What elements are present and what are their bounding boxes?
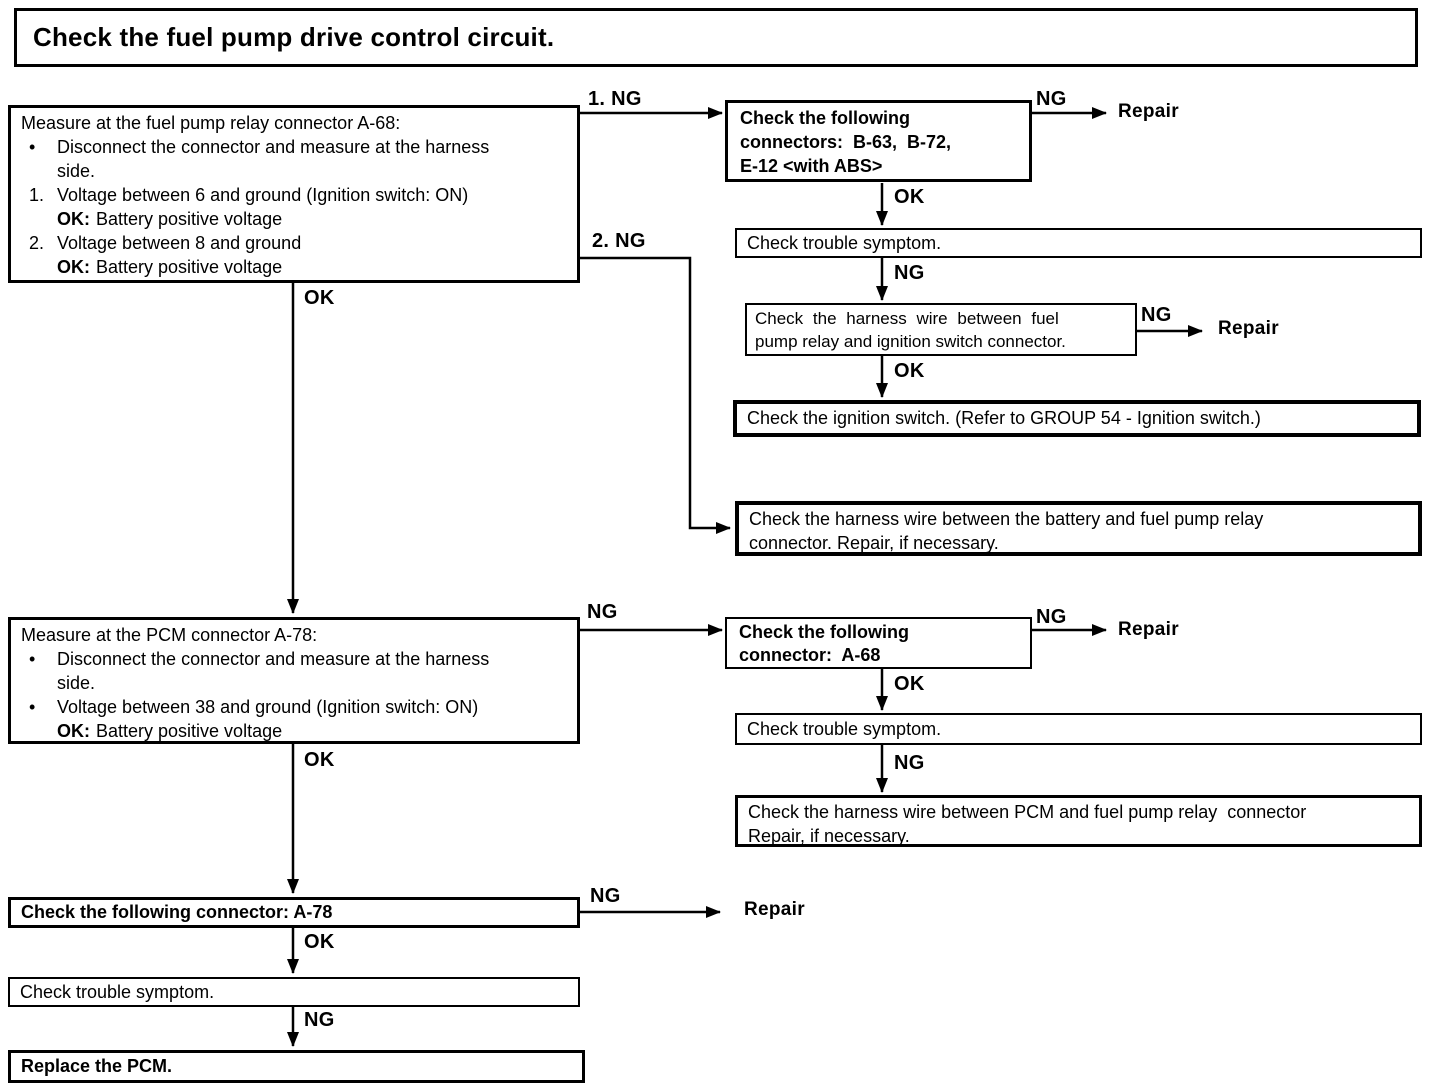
ng2-label: 2. NG xyxy=(592,230,646,252)
list-item xyxy=(21,135,567,183)
node-check-trouble-symptom-bottom xyxy=(8,977,580,1007)
bullet-marker: • xyxy=(29,137,36,157)
list-item xyxy=(21,231,567,255)
title-box xyxy=(14,8,1418,67)
repair-terminal: Repair xyxy=(1118,101,1179,122)
ng-label: NG xyxy=(1036,88,1067,110)
ok-label: OK xyxy=(894,186,925,208)
ng-label: NG xyxy=(590,885,621,907)
number-marker: 1. xyxy=(29,185,45,205)
empty-marker xyxy=(21,255,57,279)
ng-label: NG xyxy=(894,752,925,774)
node-text: connectors: B-63, B-72, xyxy=(740,132,952,152)
list-item-text: Disconnect the connector and measure at the harness side. xyxy=(57,137,495,181)
page-title: Check the fuel pump drive control circuit. xyxy=(33,22,555,52)
ng-label: NG xyxy=(1141,304,1172,326)
repair-terminal: Repair xyxy=(1118,619,1179,640)
ok-prefix: OK: xyxy=(57,209,90,229)
node-heading: Measure at the PCM connector A-78: xyxy=(21,625,318,645)
node-measure-fuel-pump-relay xyxy=(8,105,580,283)
list-item-text xyxy=(57,719,282,743)
empty-marker xyxy=(21,207,57,231)
node-text: connector. Repair, if necessary. xyxy=(749,533,999,553)
ng-label: NG xyxy=(304,1009,335,1031)
node-check-trouble-symptom-top xyxy=(735,228,1422,258)
list-item xyxy=(21,647,567,695)
empty-marker xyxy=(21,719,57,743)
node-harness-relay-ignition xyxy=(745,303,1137,356)
node-text: connector: A-68 xyxy=(739,645,881,665)
node-text: Repair, if necessary. xyxy=(748,826,910,846)
node-check-ignition-switch xyxy=(733,400,1421,437)
ok-label: OK xyxy=(304,287,335,309)
ng-label: NG xyxy=(1036,606,1067,628)
list-item-text: Voltage between 8 and ground xyxy=(57,233,302,253)
node-check-trouble-symptom-mid xyxy=(735,713,1422,745)
list-item xyxy=(21,183,567,207)
list-item xyxy=(21,207,567,231)
ok-value: Battery positive voltage xyxy=(96,257,283,277)
ok-label: OK xyxy=(894,673,925,695)
bullet-marker: • xyxy=(29,697,36,717)
node-text: Check trouble symptom. xyxy=(20,981,215,1002)
node-text: pump relay and ignition switch connector. xyxy=(755,332,1066,351)
node-text: Check the ignition switch. (Refer to GROUP 54 - Ignition switch.) xyxy=(747,408,1261,428)
node-replace-pcm xyxy=(8,1050,585,1083)
repair-terminal: Repair xyxy=(1218,318,1279,339)
ok-value: Battery positive voltage xyxy=(96,209,283,229)
node-check-connector-a78 xyxy=(8,897,580,928)
list-item-text: Voltage between 6 and ground (Ignition switch: ON) xyxy=(57,185,469,205)
repair-terminal: Repair xyxy=(744,899,805,920)
node-text: Check the following connector: A-78 xyxy=(21,902,333,922)
list-item-text: Voltage between 38 and ground (Ignition switch: ON) xyxy=(57,697,479,717)
bullet-marker: • xyxy=(29,649,36,669)
node-text: Check the harness wire between the battery and fuel pump relay xyxy=(749,509,1264,529)
node-text: Replace the PCM. xyxy=(21,1056,173,1076)
ok-label: OK xyxy=(304,931,335,953)
list-item-text: Disconnect the connector and measure at the harness side. xyxy=(57,649,495,693)
arrow-2ng xyxy=(580,258,730,528)
node-text: Check trouble symptom. xyxy=(747,718,942,739)
node-text: Check the following xyxy=(740,108,911,128)
ok-prefix: OK: xyxy=(57,257,90,277)
ng-label: NG xyxy=(587,601,618,623)
node-check-connectors-b63-b72-e12 xyxy=(725,100,1032,182)
node-harness-battery-relay xyxy=(735,501,1422,556)
ng-label: NG xyxy=(894,262,925,284)
node-text: E-12 <with ABS> xyxy=(740,156,883,176)
node-check-connector-a68 xyxy=(725,617,1032,669)
number-marker: 2. xyxy=(29,233,45,253)
ok-value: Battery positive voltage xyxy=(96,721,283,741)
ok-label: OK xyxy=(304,749,335,771)
ok-prefix: OK: xyxy=(57,721,90,741)
list-item xyxy=(21,255,567,279)
node-text: Check the following xyxy=(739,622,910,642)
node-harness-pcm-relay xyxy=(735,795,1422,847)
node-measure-pcm-connector xyxy=(8,617,580,744)
list-item-text xyxy=(57,255,282,279)
node-text: Check the harness wire between fuel xyxy=(755,309,1059,328)
node-text: Check trouble symptom. xyxy=(747,232,942,253)
node-heading: Measure at the fuel pump relay connector A-68: xyxy=(21,113,401,133)
ok-label: OK xyxy=(894,360,925,382)
ng1-label: 1. NG xyxy=(588,88,642,110)
list-item-text xyxy=(57,207,282,231)
list-item xyxy=(21,695,567,719)
list-item xyxy=(21,719,567,743)
node-text: Check the harness wire between PCM and fuel pump relay connector xyxy=(748,802,1307,822)
